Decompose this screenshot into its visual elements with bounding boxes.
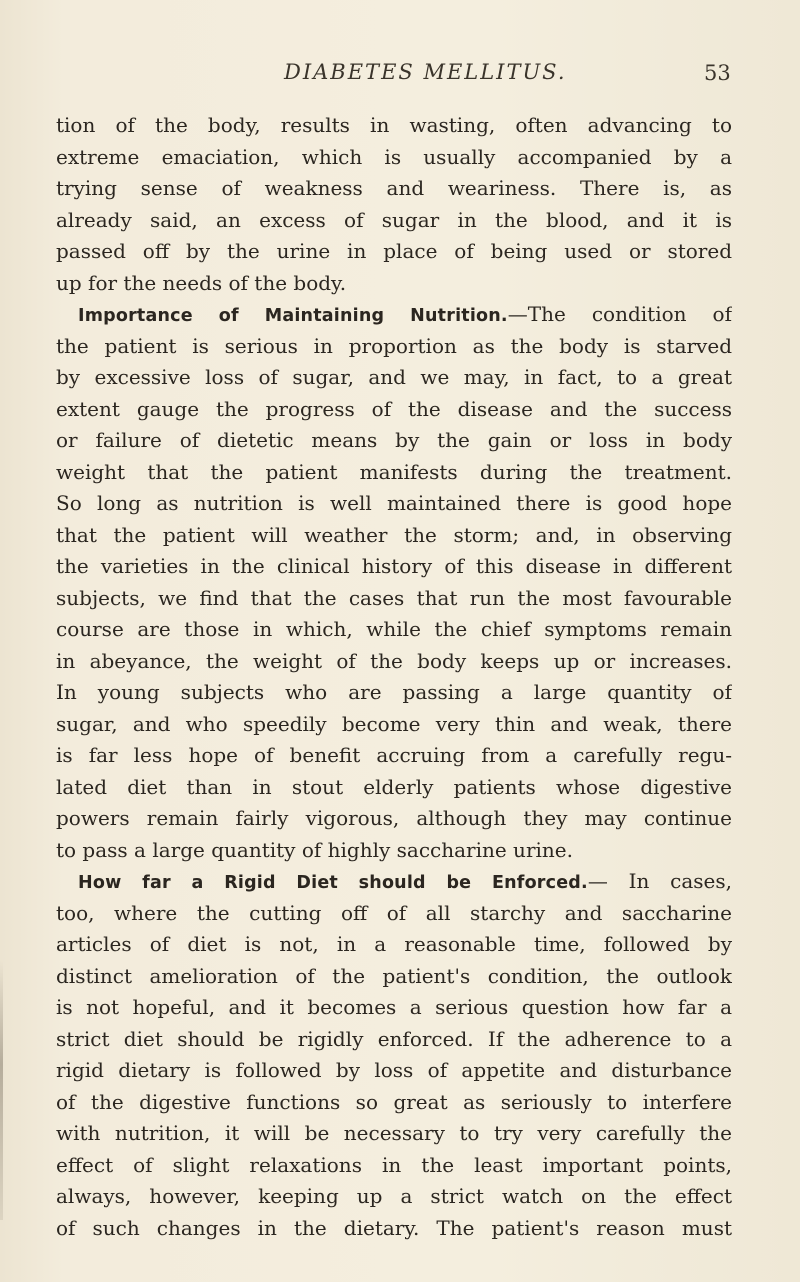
text-line: or failure of dietetic means by the gain or loss in body [56,428,732,452]
page-number: 53 [704,61,731,85]
text-line: of the digestive functions so great as seriously to interfere [56,1089,732,1114]
text-line: lated diet than in stout elderly patients whose digestive [56,774,732,799]
text-line: tion of the body, results in wasting, often advancing to [56,113,732,137]
text-line: In young subjects who are passing a large quantity of [56,680,732,704]
section-heading-line [56,299,732,331]
section-heading-line [56,866,732,898]
text-line: is far less hope of benefit accruing from a carefully regu- [56,743,732,767]
text-line: powers remain fairly vigorous, although they may continue [56,806,732,830]
text-line: subjects, we find that the cases that run the most favourable [56,585,732,610]
heading-line-text: — In cases, [587,869,732,893]
heading-line-text: —The condition of [507,302,732,326]
section-rigid-diet [56,866,732,1244]
text-line: sugar, and who speedily become very thin and weak, there [56,711,732,736]
text-line: extent gauge the progress of the disease and the success [56,396,732,421]
text-line: too, where the cutting off of all starchy and saccharine [56,900,732,925]
text-line: trying sense of weakness and weariness. There is, as [56,176,732,200]
text-line: up for the needs of the body. [56,270,347,295]
page-edge-shadow [0,960,3,1220]
text-line: of such changes in the dietary. The patient's reason must [56,1215,732,1240]
text-line: with nutrition, it will be necessary to try very carefully the [56,1121,732,1145]
text-line: weight that the patient manifests during the treatment. [56,459,732,484]
text-line: effect of slight relaxations in the least important points, [56,1152,732,1177]
body-text [56,110,732,1244]
text-line: rigid dietary is followed by loss of appetite and disturbance [56,1058,732,1082]
text-line: the patient is serious in proportion as the body is starved [56,333,732,358]
section-maintaining-nutrition [56,299,732,866]
text-line: extreme emaciation, which is usually accompanied by a [56,144,732,169]
section-heading: Importance of Maintaining Nutrition. [78,306,508,326]
text-line: in abeyance, the weight of the body keeps up or increases. [56,648,732,673]
section-heading: How far a Rigid Diet should be Enforced. [78,873,588,893]
text-line: strict diet should be rigidly enforced. If the adherence to a [56,1026,732,1051]
text-line: by excessive loss of sugar, and we may, in fact, to a great [56,365,732,389]
text-line: that the patient will weather the storm; and, in observing [56,522,732,547]
text-line: course are those in which, while the chief symptoms remain [56,617,732,641]
page-header [0,60,800,96]
text-line: to pass a large quantity of highly saccharine urine. [56,837,573,862]
text-line: is not hopeful, and it becomes a serious question how far a [56,995,732,1019]
text-line: distinct amelioration of the patient's condition, the outlook [56,963,732,988]
text-line: already said, an excess of sugar in the blood, and it is [56,207,732,232]
text-line: the varieties in the clinical history of this disease in different [56,554,732,578]
text-line: passed off by the urine in place of being used or stored [56,239,732,263]
text-line: So long as nutrition is well maintained there is good hope [56,491,732,515]
text-line: always, however, keeping up a strict watch on the effect [56,1184,732,1208]
paragraph-continuation [56,110,732,299]
text-line: articles of diet is not, in a reasonable time, followed by [56,932,732,956]
running-title: DIABETES MELLITUS. [284,60,567,84]
